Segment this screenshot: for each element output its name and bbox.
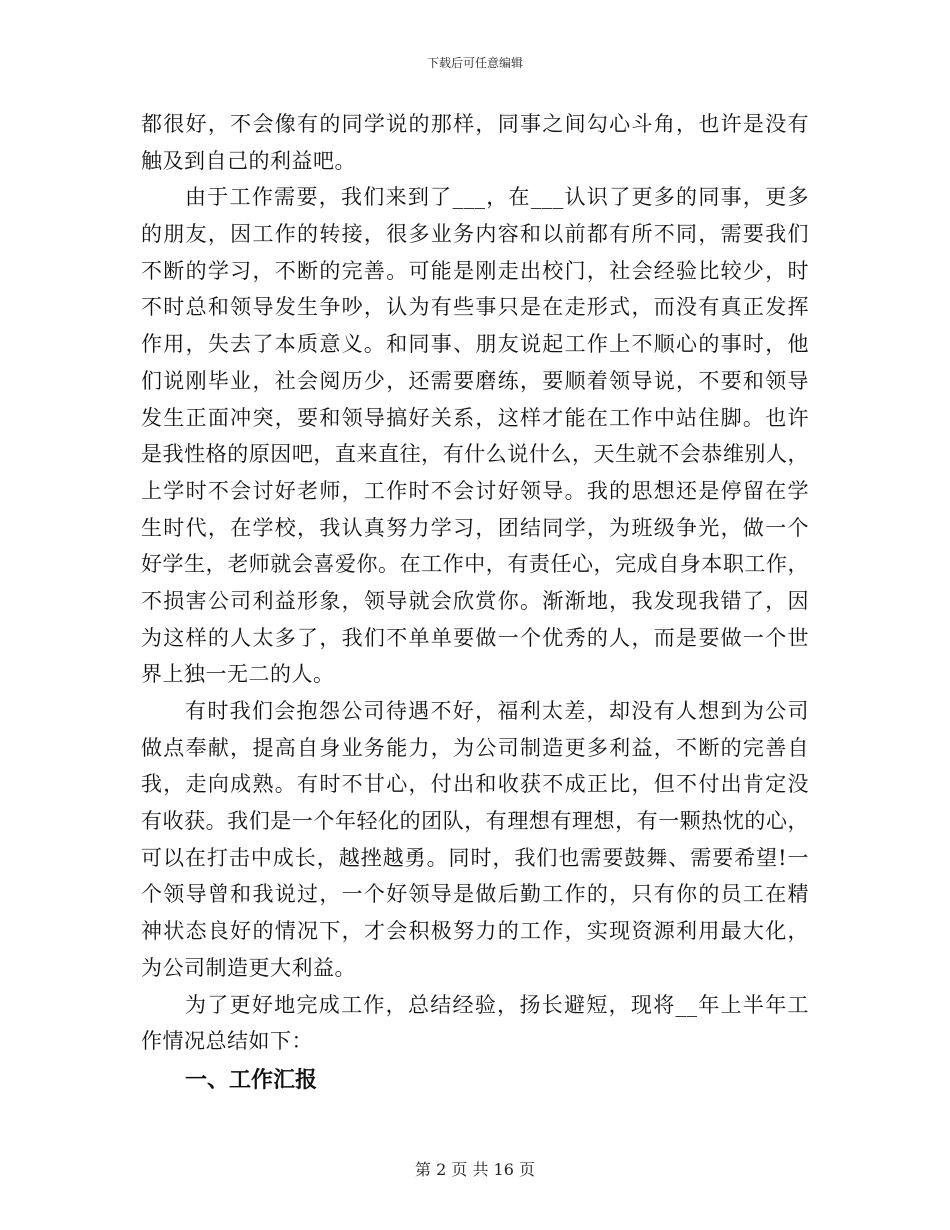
paragraph-line: 为了更好地完成工作，总结经验，扬长避短，现将__年上半年工 [185,992,809,1017]
paragraph-line: 为这样的人太多了，我们不单单要做一个优秀的人，而是要做一个世 [141,625,809,650]
paragraph-line: 们说刚毕业，社会阅历少，还需要磨练，要顺着领导说，不要和领导 [141,368,809,393]
paragraph-3 [141,693,809,987]
paragraph-line: 个领导曾和我说过，一个好领导是做后勤工作的，只有你的员工在精 [141,882,809,907]
paragraph-line: 神状态良好的情况下，才会积极努力的工作，实现资源利用最大化， [141,919,809,944]
paragraph-line: 不损害公司利益形象，领导就会欣赏你。渐渐地，我发现我错了，因 [141,588,809,613]
document-body [141,106,809,1100]
paragraph-line: 好学生，老师就会喜爱你。在工作中，有责任心，完成自身本职工作， [141,552,809,577]
paragraph-line: 上学时不会讨好老师，工作时不会讨好领导。我的思想还是停留在学 [141,478,809,503]
paragraph-line: 作用，失去了本质意义。和同事、朋友说起工作上不顺心的事时，他 [141,332,809,357]
paragraph-line: 我，走向成熟。有时不甘心，付出和收获不成正比，但不付出肯定没 [141,772,809,797]
page-header-note: 下载后可任意编辑 [426,56,523,70]
paragraph-line: 触及到自己的利益吧。 [141,148,356,173]
paragraph-line: 是我性格的原因吧，直来直往，有什么说什么，天生就不会恭维别人， [141,442,809,467]
paragraph-4 [141,987,809,1060]
paragraph-line: 都很好，不会像有的同学说的那样，同事之间勾心斗角，也许是没有 [141,112,809,136]
paragraph-1 [141,106,809,179]
paragraph-line: 的朋友，因工作的转接，很多业务内容和以前都有所不同，需要我们 [141,222,809,247]
paragraph-2 [141,179,809,693]
paragraph-line: 为公司制造更大利益。 [141,955,356,980]
paragraph-line: 不断的学习，不断的完善。可能是刚走出校门，社会经验比较少，时 [141,258,809,283]
paragraph-line: 生时代，在学校，我认真努力学习，团结同学，为班级争光，做一个 [141,515,809,540]
paragraph-line: 不时总和领导发生争吵，认为有些事只是在走形式，而没有真正发挥 [141,295,809,320]
section-heading: 一、工作汇报 [185,1066,318,1093]
paragraph-line: 发生正面冲突，要和领导搞好关系，这样才能在工作中站住脚。也许 [141,405,809,430]
paragraph-line: 作情况总结如下： [141,1029,313,1054]
paragraph-line: 有时我们会抱怨公司待遇不好，福利太差，却没有人想到为公司 [185,699,809,723]
paragraph-line: 有收获。我们是一个年轻化的团队，有理想有理想，有一颗热忱的心， [141,809,809,834]
paragraph-line: 由于工作需要，我们来到了___，在___认识了更多的同事，更多 [185,185,809,210]
paragraph-line: 可以在打击中成长，越挫越勇。同时，我们也需要鼓舞、需要希望!一 [141,845,809,870]
page-number: 第 2 页 共 16 页 [415,1160,535,1179]
paragraph-line: 界上独一无二的人。 [141,662,335,687]
paragraph-line: 做点奉献，提高自身业务能力，为公司制造更多利益，不断的完善自 [141,735,809,760]
